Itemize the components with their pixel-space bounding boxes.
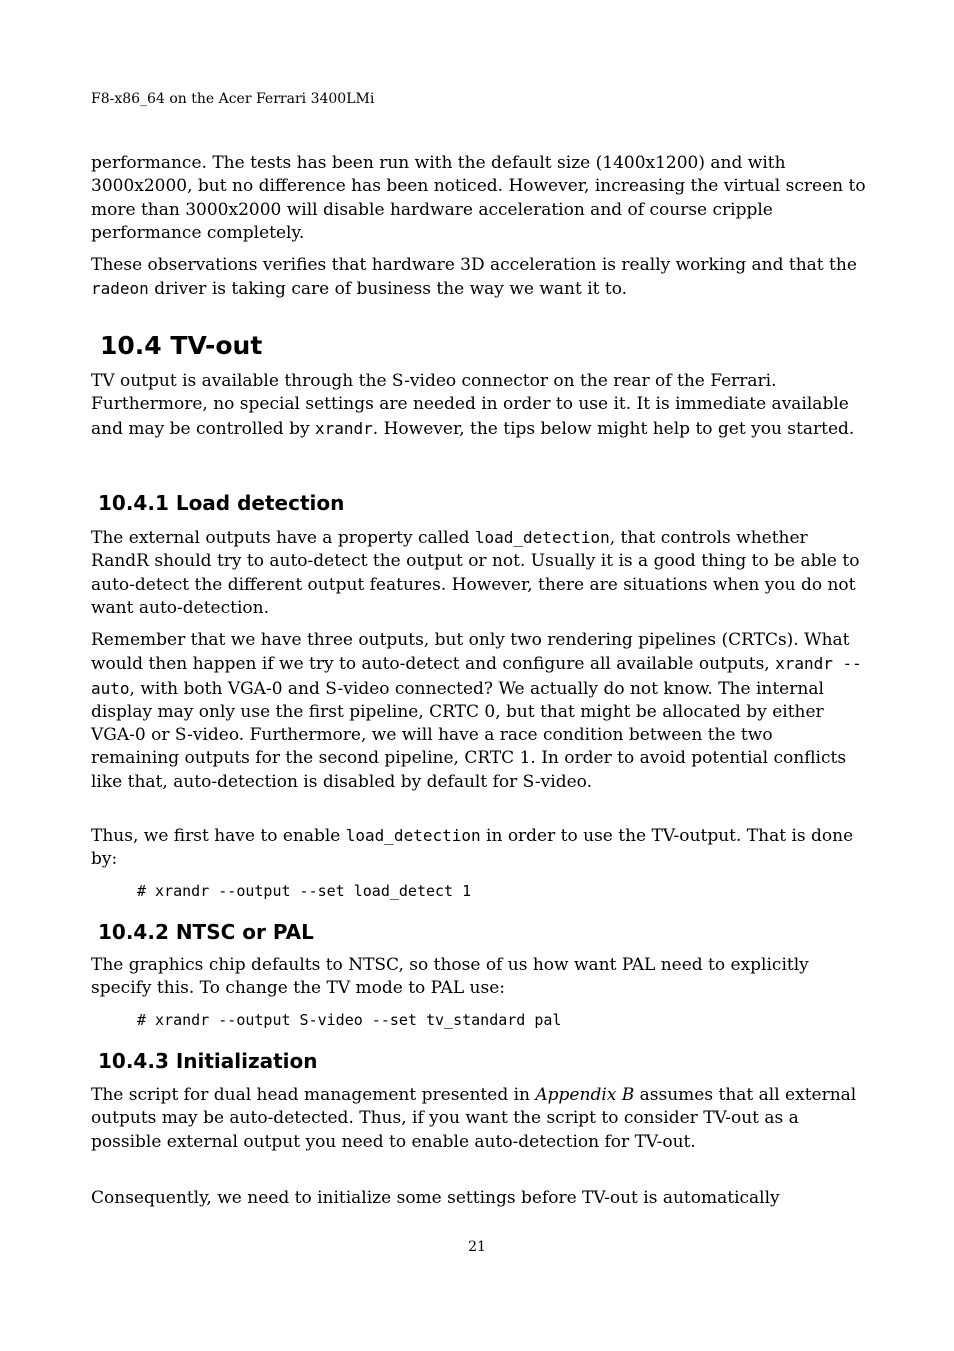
load-detection-code: load_detection bbox=[474, 528, 610, 547]
ntsc-pal-paragraph: The graphics chip defaults to NTSC, so those of us how want PAL need to explicitly specify this. To change the TV mode to PAL use: bbox=[91, 955, 809, 999]
page-number: 21 bbox=[468, 1239, 486, 1255]
load-detection-code-2: load_detection bbox=[345, 826, 481, 845]
load-detection-p3-text-b: in order to use the TV-output. That is done by: bbox=[91, 826, 854, 870]
running-header: F8-x86_64 on the Acer Ferrari 3400LMi bbox=[91, 91, 375, 107]
tv-standard-command: # xrandr --output S-video --set tv_standard pal bbox=[137, 1011, 562, 1029]
intro-paragraph-2 bbox=[91, 254, 866, 302]
load-detection-p2-text-a: Remember that we have three outputs, but only two rendering pipelines (CRTCs). What would then happen if we try to auto-detect and configure all available outputs, bbox=[91, 630, 850, 675]
subsection-heading-ntsc-pal: 10.4.2 NTSC or PAL bbox=[98, 920, 314, 944]
load-detection-paragraph-1 bbox=[91, 526, 866, 620]
section-heading-tv-out: 10.4 TV-out bbox=[100, 331, 263, 360]
xrandr-auto-code: xrandr --auto bbox=[91, 654, 862, 698]
intro-p2-text-a: These observations verifies that hardware 3D acceleration is really working and that the bbox=[91, 255, 857, 275]
tv-out-text-b: . However, the tips below might help to get you started. bbox=[372, 418, 855, 439]
tv-out-text-a: TV output is available through the S-video connector on the rear of the Ferrari. Furthermore, no special settings are needed in order to use it. It is immediate available and may be controlled by bbox=[91, 371, 849, 439]
initialization-paragraph-1 bbox=[91, 1084, 866, 1154]
initialization-p1-text-a: The script for dual head management presented in bbox=[91, 1085, 536, 1105]
radeon-code: radeon bbox=[91, 279, 149, 299]
tv-out-paragraph bbox=[91, 370, 866, 441]
intro-p2-text-b: driver is taking care of business the way we want it to. bbox=[148, 279, 628, 300]
load-detection-paragraph-2 bbox=[91, 629, 866, 794]
load-detection-p1-text-a: The external outputs have a property called bbox=[91, 528, 475, 548]
load-detection-p2-text-b: , with both VGA-0 and S-video connected? We actually do not know. The internal display may only use the first pipeline, CRTC 0, but that might be allocated by either VGA-0 or S-video. Furthermore, we will have a race condition between the two remaining outputs for the second pipeline, CRTC 1. In order to avoid potential conflicts like that, auto-detection is disabled by default for S-video. bbox=[91, 678, 847, 792]
load-detection-p3-text-a: Thus, we first have to enable bbox=[91, 826, 346, 846]
subsection-heading-load-detection: 10.4.1 Load detection bbox=[98, 491, 345, 515]
appendix-reference: Appendix B bbox=[535, 1085, 635, 1105]
load-detect-command: # xrandr --output --set load_detect 1 bbox=[137, 882, 472, 900]
intro-paragraph-1: performance. The tests has been run with the default size (1400x1200) and with 3000x2000, but no difference has been noticed. However, increasing the virtual screen to more than 3000x2000 will disable hardware acceleration and of course cripple performance completely. bbox=[91, 153, 866, 243]
load-detection-paragraph-3 bbox=[91, 824, 866, 872]
xrandr-code: xrandr bbox=[315, 418, 373, 438]
load-detection-p1-text-b: , that controls whether RandR should try to auto-detect the output or not. Usually it is a good thing to be able to auto-detect the different output features. However, there are situations when you do not want auto-detection. bbox=[91, 528, 860, 618]
subsection-heading-initialization: 10.4.3 Initialization bbox=[98, 1049, 318, 1073]
initialization-p1-text-b: assumes that all external outputs may be auto-detected. Thus, if you want the script to consider TV-out as a possible external output you need to enable auto-detection for TV-out. bbox=[91, 1085, 857, 1152]
initialization-paragraph-2: Consequently, we need to initialize some settings before TV-out is automatically bbox=[91, 1188, 780, 1208]
